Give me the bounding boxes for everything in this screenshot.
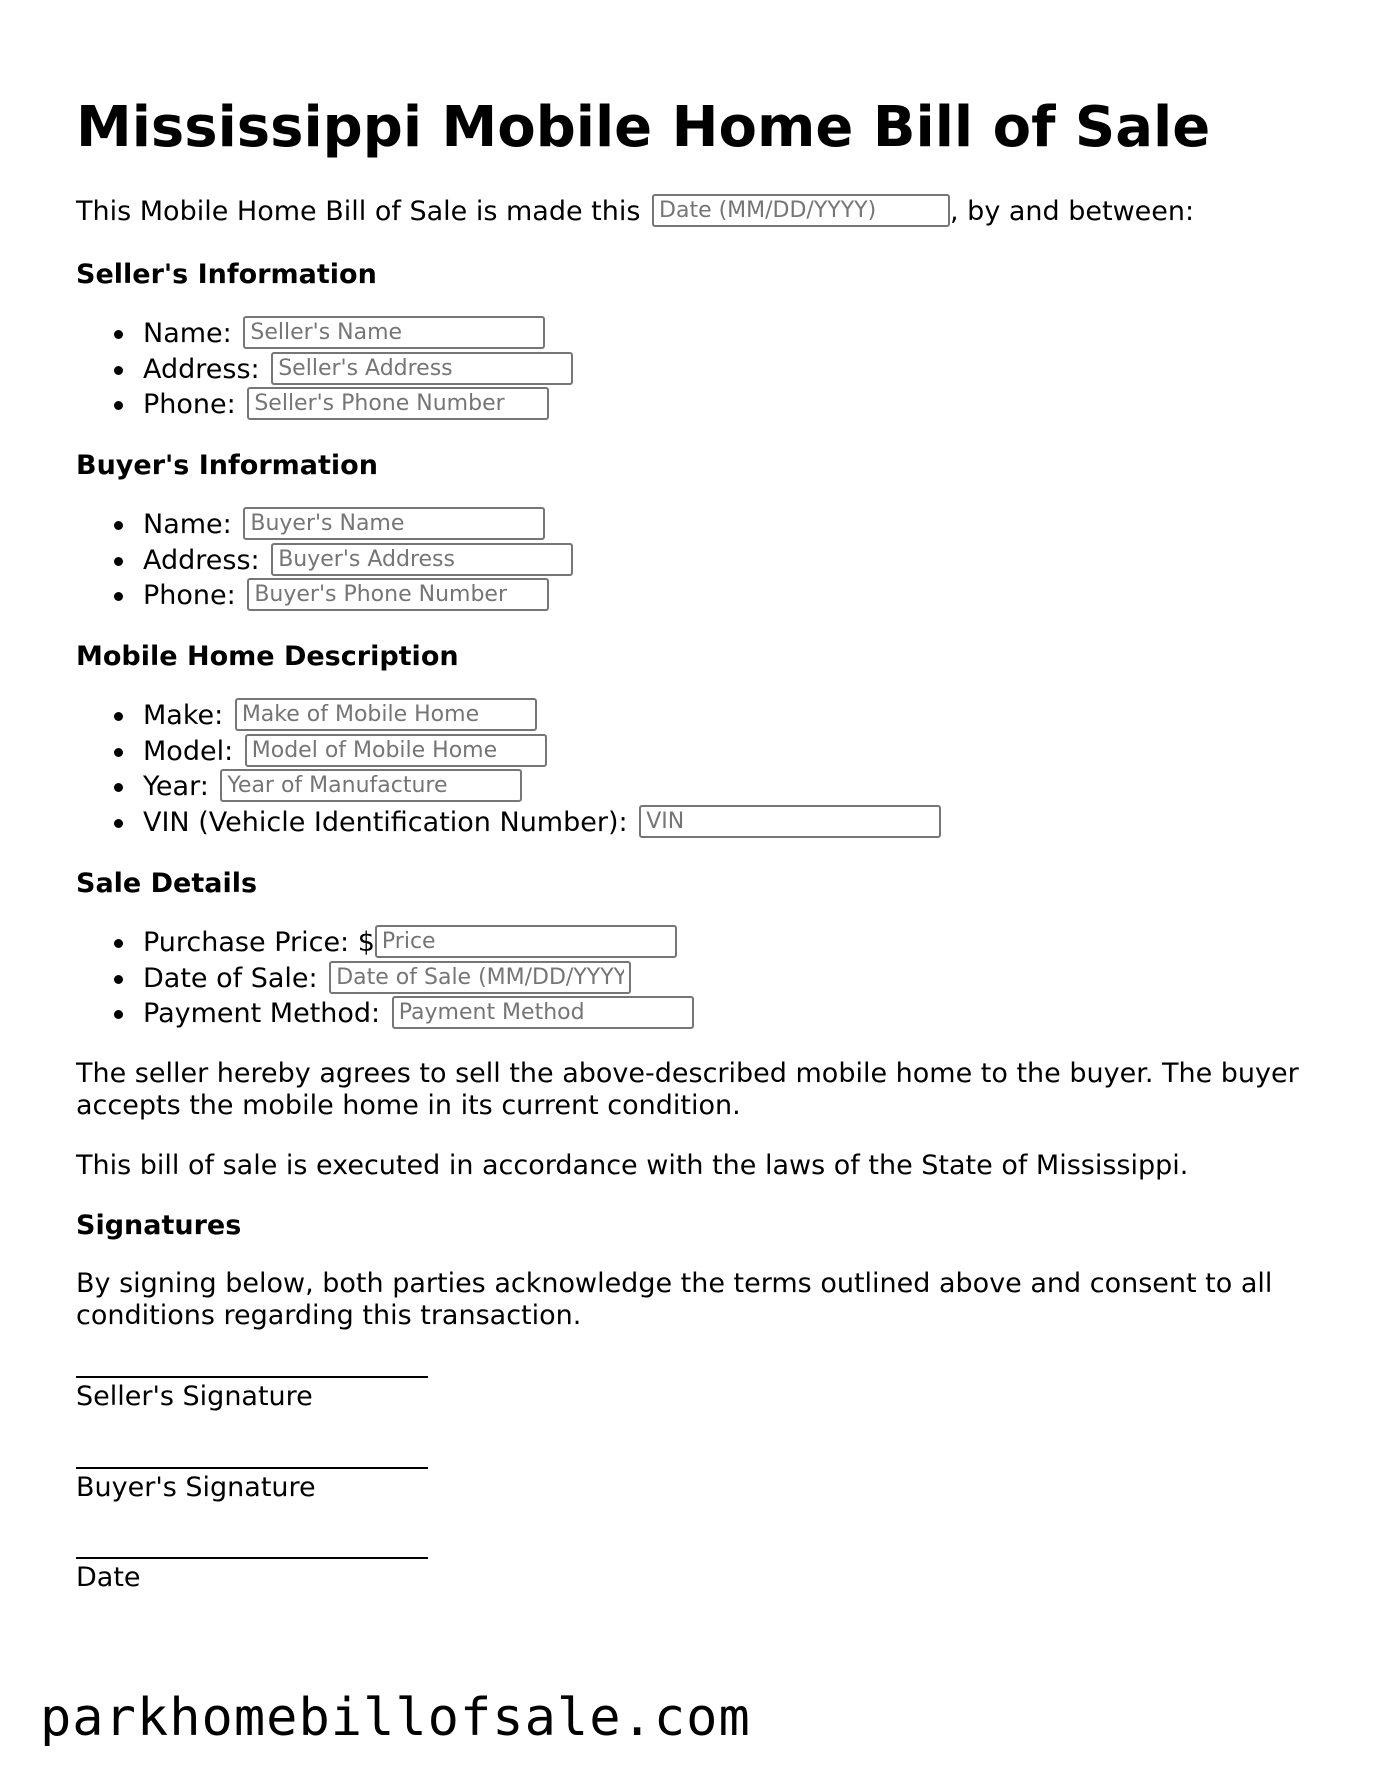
buyer-heading: Buyer's Information [76, 450, 378, 481]
seller-phone-label: Phone: [143, 389, 236, 420]
seller-address-item [76, 352, 573, 388]
home-model-label: Model: [143, 735, 234, 767]
home-make-label: Make: [143, 700, 224, 731]
date-signature-line [76, 1557, 428, 1559]
buyer-signature-label: Buyer's Signature [76, 1472, 316, 1503]
home-year-input[interactable] [220, 769, 522, 802]
agreement-date-input[interactable] [652, 194, 950, 227]
sale-date-label: Date of Sale: [143, 962, 318, 994]
buyer-name-input[interactable] [243, 507, 545, 540]
sale-date-input[interactable] [329, 961, 631, 994]
home-model-input[interactable] [245, 734, 547, 767]
sale-price-label: Purchase Price: $ [143, 927, 375, 958]
seller-signature-label: Seller's Signature [76, 1381, 313, 1412]
home-make-item [76, 698, 941, 734]
signatures-heading: Signatures [76, 1210, 242, 1241]
buyer-address-label: Address: [143, 544, 260, 576]
home-make-input[interactable] [235, 698, 537, 731]
page-title: Mississippi Mobile Home Bill of Sale [76, 95, 1211, 160]
date-signature-block [76, 1557, 428, 1595]
home-vin-label: VIN (Vehicle Identification Number): [143, 806, 628, 838]
buyer-address-input[interactable] [271, 543, 573, 576]
seller-phone-item [76, 387, 573, 423]
sale-details-fields [76, 925, 694, 1032]
home-model-item [76, 734, 941, 770]
seller-name-input[interactable] [243, 316, 545, 349]
signatures-paragraph: By signing below, both parties acknowledge the terms outlined above and consent to all conditions regarding this transaction. [76, 1268, 1273, 1331]
buyer-name-item [76, 507, 573, 543]
seller-heading: Seller's Information [76, 259, 377, 290]
site-watermark: parkhomebillofsale.com [40, 1688, 751, 1748]
seller-address-input[interactable] [271, 352, 573, 385]
home-description-heading: Mobile Home Description [76, 641, 459, 672]
buyer-address-item [76, 543, 573, 579]
seller-name-item [76, 316, 573, 352]
seller-name-label: Name: [143, 318, 232, 349]
home-vin-input[interactable] [639, 805, 941, 838]
buyer-phone-item [76, 578, 573, 614]
intro-text: This Mobile Home Bill of Sale is made this [76, 196, 641, 227]
seller-phone-input[interactable] [247, 387, 549, 420]
home-year-label: Year: [143, 771, 209, 802]
intro-line [76, 195, 1194, 229]
date-signature-label: Date [76, 1562, 141, 1593]
buyer-name-label: Name: [143, 509, 232, 540]
seller-fields [76, 316, 573, 423]
agreement-paragraph: The seller hereby agrees to sell the above-described mobile home to the buyer. The buyer accepts the mobile home in its current condition. [76, 1058, 1299, 1121]
sale-price-item [76, 925, 694, 961]
sale-date-item [76, 961, 694, 997]
buyer-fields [76, 507, 573, 614]
sale-payment-item [76, 996, 694, 1032]
home-vin-item [76, 805, 941, 841]
buyer-phone-input[interactable] [247, 578, 549, 611]
buyer-phone-label: Phone: [143, 580, 236, 611]
seller-address-label: Address: [143, 353, 260, 385]
buyer-signature-line [76, 1467, 428, 1469]
sale-payment-label: Payment Method: [143, 998, 381, 1029]
home-description-fields [76, 698, 941, 840]
sale-payment-input[interactable] [392, 996, 694, 1029]
intro-suffix: , by and between: [950, 196, 1195, 227]
sale-price-input[interactable] [375, 925, 677, 958]
law-paragraph: This bill of sale is executed in accordance with the laws of the State of Mississippi. [76, 1150, 1189, 1181]
sale-details-heading: Sale Details [76, 868, 258, 899]
home-year-item [76, 769, 941, 805]
seller-signature-block [76, 1376, 428, 1414]
buyer-signature-block [76, 1467, 428, 1505]
seller-signature-line [76, 1376, 428, 1378]
